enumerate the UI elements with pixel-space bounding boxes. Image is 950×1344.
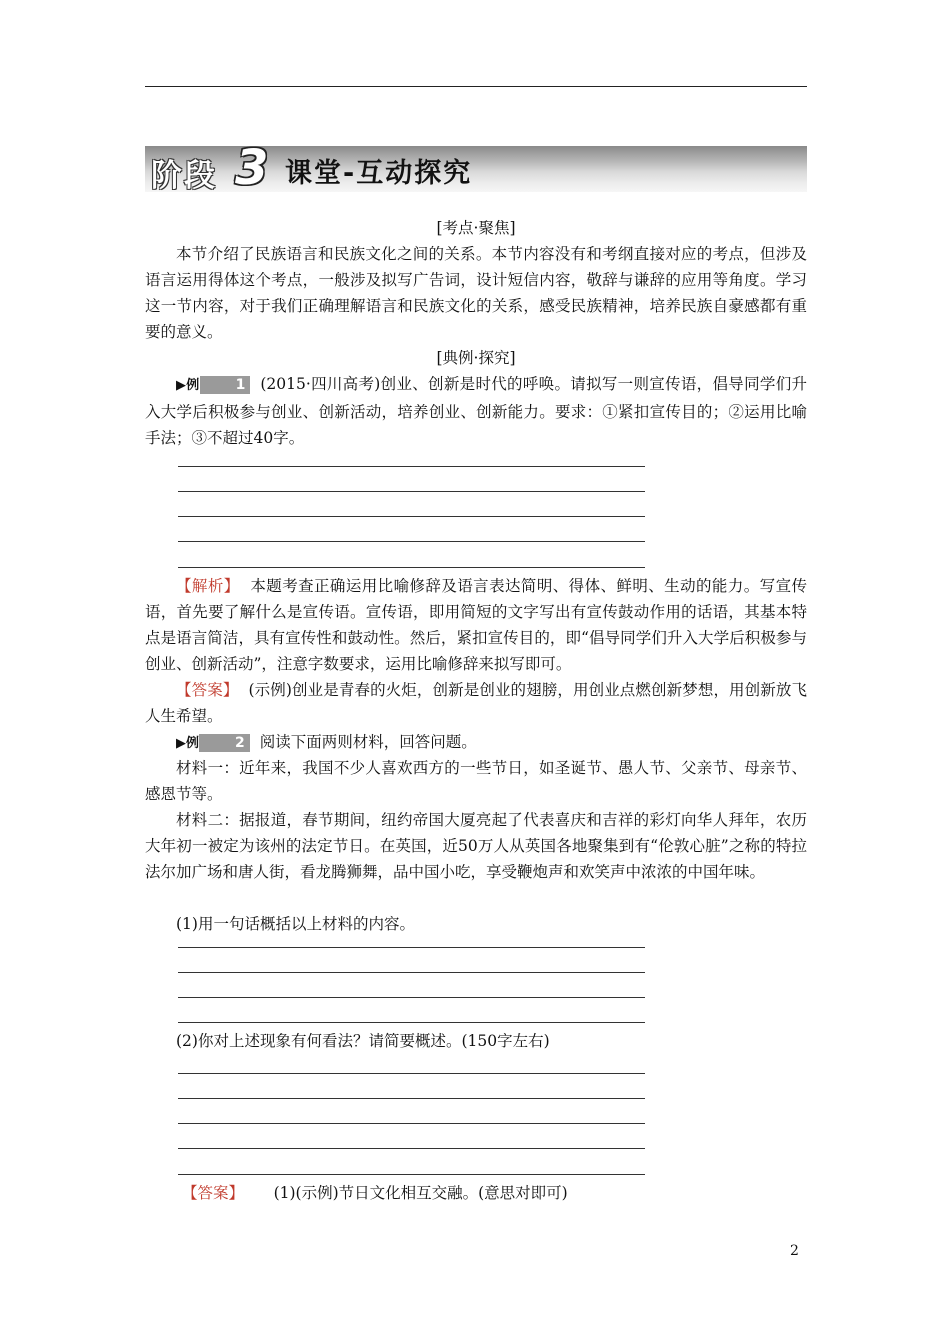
example-1-answer (145, 677, 807, 729)
example-1-question-text: (2015·四川高考)创业、创新是时代的呼唤。请拟写一则宣传语，倡导同学们升入大学后积极参与创业、创新活动，培养创业、创新能力。要求：①紧扣宣传目的；②运用比喻手法；③不超过40字。 (145, 375, 807, 447)
answer-line[interactable] (178, 567, 645, 568)
sub-question-2: (2)你对上述现象有何看法？请简要概述。(150字左右) (176, 1032, 550, 1050)
example-1-number: 1 (200, 376, 251, 394)
answer-line[interactable] (178, 491, 645, 492)
example-1-analysis (145, 573, 807, 677)
material-1: 材料一：近年来，我国不少人喜欢西方的一些节日，如圣诞节、愚人节、父亲节、母亲节、感恩节等。 (145, 759, 807, 803)
answer-tag: 【答案】 (176, 681, 239, 699)
section-heading-key-points: [考点·聚焦] (436, 219, 516, 237)
answer-text: (示例)创业是青春的火炬，创新是创业的翅膀，用创业点燃创新梦想，用创新放飞人生希望。 (145, 681, 807, 725)
example-2-marker: ▶例 (176, 736, 199, 751)
example-1-marker: ▶例 (176, 378, 200, 393)
answer-line[interactable] (178, 972, 645, 973)
answer-line[interactable] (178, 997, 645, 998)
example-2-number: 2 (199, 734, 250, 752)
answer-line[interactable] (178, 1148, 645, 1149)
page-number: 2 (790, 1243, 799, 1259)
answer-line[interactable] (178, 516, 645, 517)
section-heading-examples: [典例·探究] (436, 349, 516, 367)
banner-stage-label: 阶段 (151, 158, 217, 194)
answer-line[interactable] (178, 947, 645, 948)
sub-question-1: (1)用一句话概括以上材料的内容。 (176, 915, 415, 933)
banner-title: 课堂-互动探究 (285, 158, 473, 189)
banner-stage-number: 3 (235, 140, 269, 196)
key-points-paragraph: 本节介绍了民族语言和民族文化之间的关系。本节内容没有和考纲直接对应的考点，但涉及语言运用得体这个考点，一般涉及拟写广告词，设计短信内容，敬辞与谦辞的应用等角度。学习这一节内容，对于我们正确理解语言和民族文化的关系，感受民族精神，培养民族自豪感都有重要的意义。 (145, 245, 807, 341)
answer-line[interactable] (178, 1174, 645, 1175)
answer-line[interactable] (178, 466, 645, 467)
answer-line[interactable] (178, 1123, 645, 1124)
stage-banner (145, 140, 807, 196)
answer-line[interactable] (178, 1022, 645, 1023)
answer-tag: 【答案】 (182, 1184, 245, 1202)
answer-line[interactable] (178, 541, 645, 542)
example-2-question (145, 729, 807, 757)
analysis-tag: 【解析】 (176, 577, 240, 595)
answer-text: (1)(示例)节日文化相互交融。(意思对即可) (273, 1184, 568, 1202)
material-2: 材料二：据报道，春节期间，纽约帝国大厦亮起了代表喜庆和吉祥的彩灯向华人拜年，农历大年初一被定为该州的法定节日。在英国，近50万人从英国各地聚集到有“伦敦心脏”之称的特拉法尔加广场和唐人街，看龙腾狮舞，品中国小吃，享受鞭炮声和欢笑声中浓浓的中国年味。 (145, 811, 807, 881)
example-2-answer (145, 1180, 807, 1206)
answer-line[interactable] (178, 1073, 645, 1074)
example-1-question (145, 371, 807, 451)
header-rule (145, 86, 807, 87)
analysis-text: 本题考查正确运用比喻修辞及语言表达简明、得体、鲜明、生动的能力。写宣传语，首先要了解什么是宣传语。宣传语，即用简短的文字写出有宣传鼓动作用的话语，其基本特点是语言简洁，具有宣传性和鼓动性。然后，紧扣宣传目的，即“倡导同学们升入大学后积极参与创业、创新活动”，注意字数要求，运用比喻修辞来拟写即可。 (145, 577, 807, 673)
answer-line[interactable] (178, 1098, 645, 1099)
example-2-question-text: 阅读下面两则材料，回答问题。 (259, 733, 477, 751)
